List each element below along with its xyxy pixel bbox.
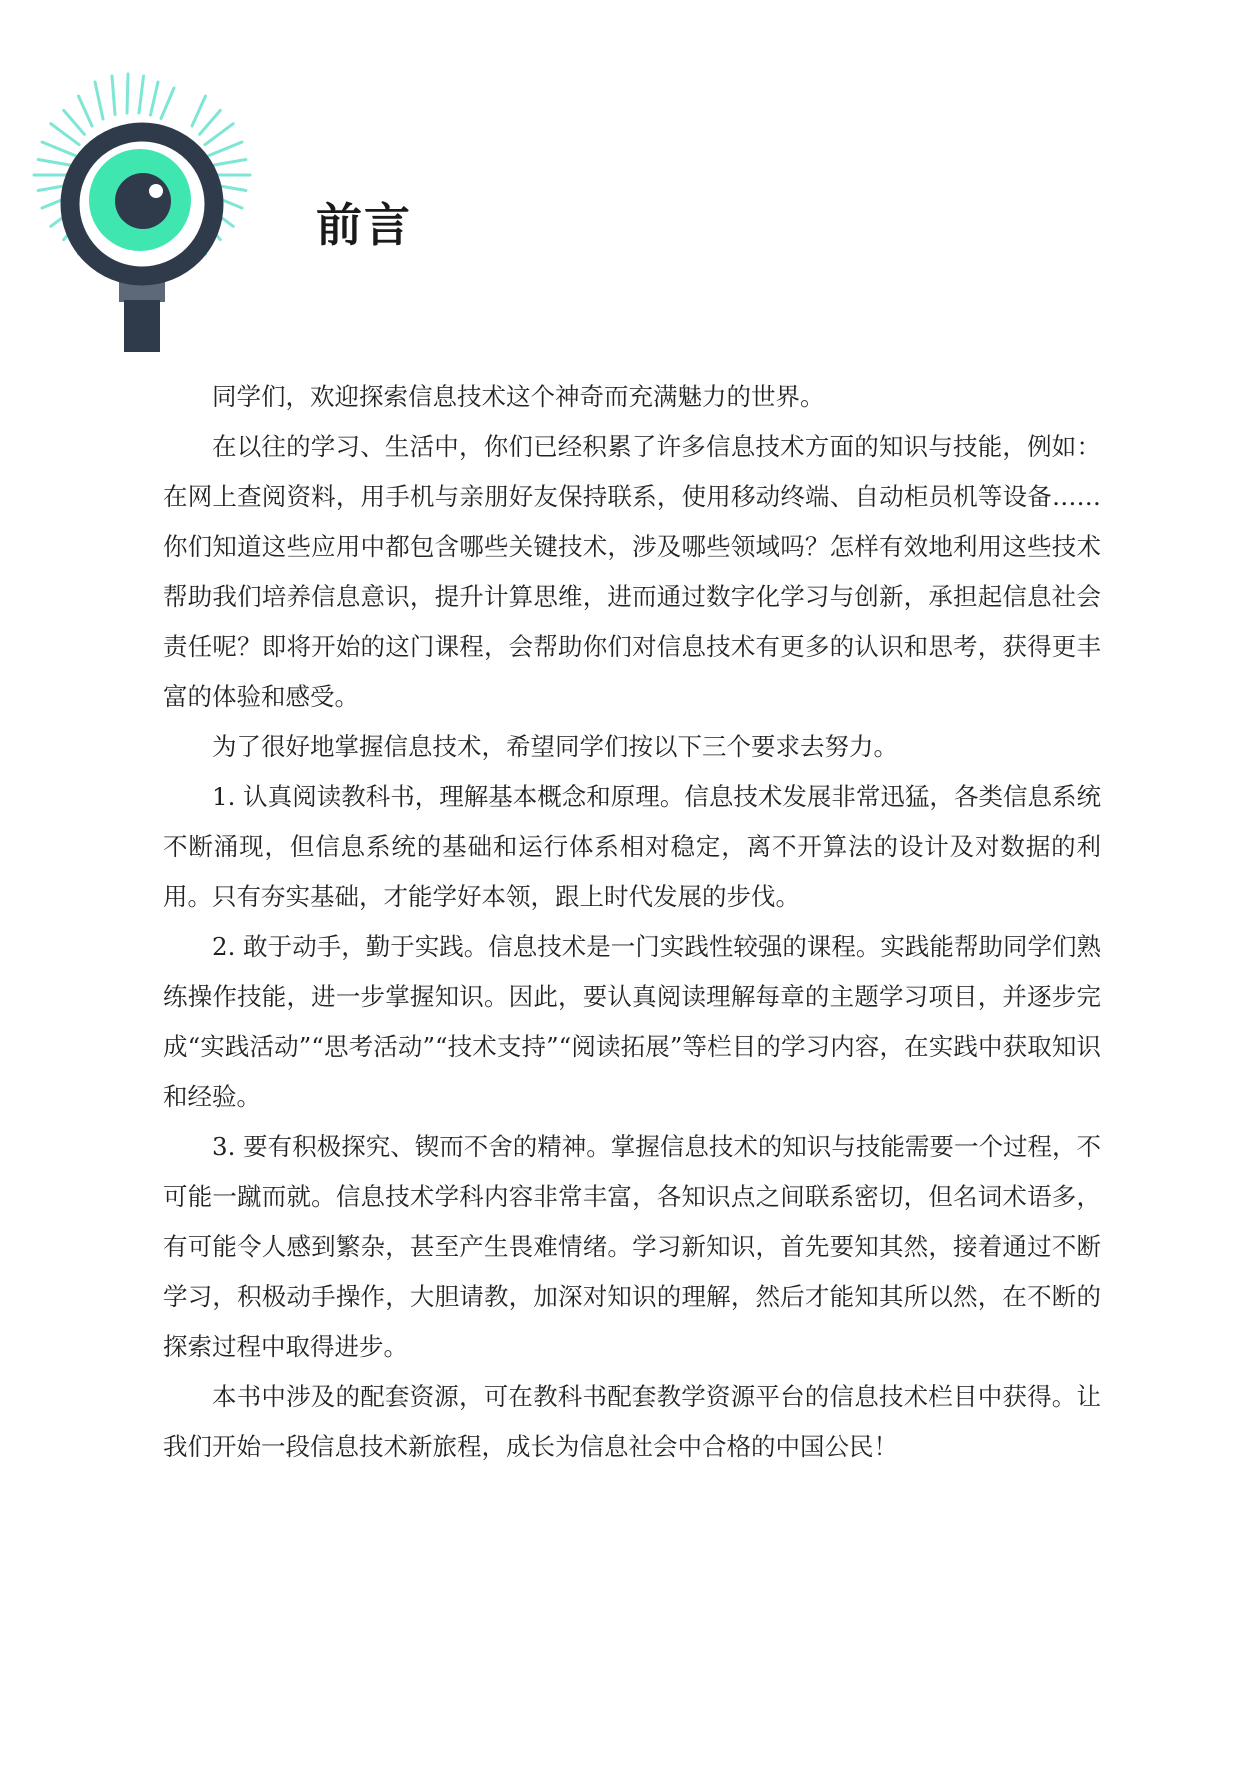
paragraph-greeting: 同学们，欢迎探索信息技术这个神奇而充满魅力的世界。 <box>212 382 825 411</box>
paragraph-requirement-2: 2. 敢于动手，勤于实践。信息技术是一门实践性较强的课程。实践能帮助同学们熟练操作技能，进一步掌握知识。因此，要认真阅读理解每章的主题学习项目，并逐步完成“实践活动”“思考活动”“技术支持”“阅读拓展”等栏目的学习内容，在实践中获取知识和经验。 <box>163 932 1101 1111</box>
pupil <box>115 173 171 229</box>
paragraph-requirements: 为了很好地掌握信息技术，希望同学们按以下三个要求去努力。 <box>212 732 898 761</box>
paragraph-closing: 本书中涉及的配套资源，可在教科书配套教学资源平台的信息技术栏目中获得。让我们开始一段信息技术新旅程，成长为信息社会中合格的中国公民！ <box>163 1382 1101 1461</box>
paragraph-intro: 在以往的学习、生活中，你们已经积累了许多信息技术方面的知识与技能，例如：在网上查阅资料，用手机与亲朋好友保持联系，使用移动终端、自动柜员机等设备……你们知道这些应用中都包含哪些关键技术，涉及哪些领域吗？怎样有效地利用这些技术帮助我们培养信息意识，提升计算思维，进而通过数字化学习与创新，承担起信息社会责任呢？即将开始的这门课程，会帮助你们对信息技术有更多的认识和思考，获得更丰富的体验和感受。 <box>163 432 1101 711</box>
eye-highlight <box>149 184 163 198</box>
paragraph-requirement-1: 1. 认真阅读教科书，理解基本概念和原理。信息技术发展非常迅猛，各类信息系统不断涌现，但信息系统的基础和运行体系相对稳定，离不开算法的设计及对数据的利用。只有夯实基础，才能学好本领，跟上时代发展的步伐。 <box>163 782 1101 911</box>
magnifier-eye-icon <box>12 62 284 352</box>
paragraph-requirement-3: 3. 要有积极探究、锲而不舍的精神。掌握信息技术的知识与技能需要一个过程，不可能一蹴而就。信息技术学科内容非常丰富，各知识点之间联系密切，但名词术语多，有可能令人感到繁杂，甚至产生畏难情绪。学习新知识，首先要知其然，接着通过不断学习，积极动手操作，大胆请教，加深对知识的理解，然后才能知其所以然，在不断的探索过程中取得进步。 <box>163 1132 1101 1361</box>
handle <box>124 300 160 352</box>
body-text <box>163 372 1101 1472</box>
page-title: 前言 <box>316 198 412 252</box>
